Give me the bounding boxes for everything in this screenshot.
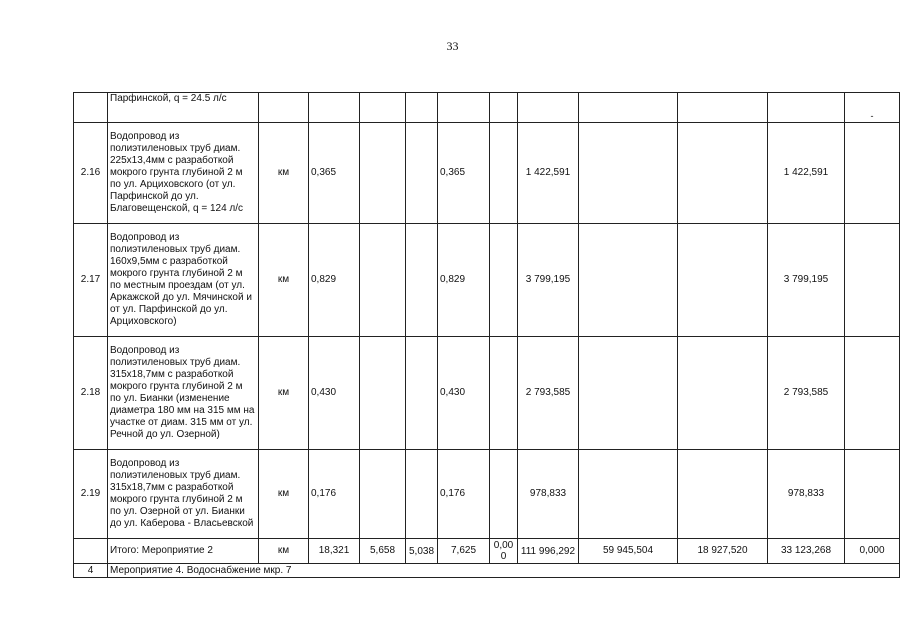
row-col-10 [845,337,900,450]
row-unit: км [259,224,309,337]
table-row [74,123,900,224]
row-cost-total [518,93,579,123]
row-col-5 [490,123,518,224]
row-description: Парфинской, q = 24.5 л/с [108,93,259,123]
section-title: Мероприятие 4. Водоснабжение мкр. 7 [108,564,900,578]
estimate-table [73,92,900,578]
row-col-4: 0,365 [438,123,490,224]
totals-label: Итого: Мероприятие 2 [108,539,259,564]
row-col-9: 978,833 [768,450,845,539]
row-col-3 [406,93,438,123]
row-cost-total: 978,833 [518,450,579,539]
row-col-10 [845,450,900,539]
row-unit [259,93,309,123]
row-description: Водопровод из полиэтиленовых труб диам. 225х13,4мм с разработкой мокрого грунта глубиной 2 м по ул. Арциховского (от ул. Парфинской до ул. Благовещенской, q = 124 л/с [108,123,259,224]
row-description: Водопровод из полиэтиленовых труб диам. 315х18,7мм с разработкой мокрого грунта глубиной 2 м по ул. Озерной от ул. Бианки до ул. Каберова - Власьевской [108,450,259,539]
row-col-7 [579,93,678,123]
total-col-5: 0,000 [490,539,518,564]
row-number [74,93,108,123]
row-col-4 [438,93,490,123]
row-unit: км [259,337,309,450]
row-description: Водопровод из полиэтиленовых труб диам. 315х18,7мм с разработкой мокрого грунта глубиной 2 м по ул. Бианки (изменение диаметра 180 мм на 315 мм на участке от диам. 315 мм от ул. Речной до ул. Озерной) [108,337,259,450]
total-col-4: 7,625 [438,539,490,564]
row-col-7 [579,337,678,450]
page-number: 33 [446,39,459,53]
row-col-3 [406,224,438,337]
row-col-7 [579,224,678,337]
row-length-total: 0,829 [309,224,360,337]
dash-mark: - [870,111,874,121]
row-col-5 [490,450,518,539]
row-col-3 [406,450,438,539]
row-col-10 [845,224,900,337]
total-col-8: 18 927,520 [678,539,768,564]
row-col-7 [579,123,678,224]
row-col-9 [768,93,845,123]
row-col-5 [490,224,518,337]
row-col-2 [360,123,406,224]
row-number [74,539,108,564]
row-cost-total: 2 793,585 [518,337,579,450]
row-col-4: 0,430 [438,337,490,450]
total-col-2: 5,658 [360,539,406,564]
row-col-5 [490,93,518,123]
row-number: 2.19 [74,450,108,539]
row-col-3 [406,337,438,450]
total-col-9: 33 123,268 [768,539,845,564]
row-col-9: 3 799,195 [768,224,845,337]
row-unit: км [259,450,309,539]
total-col-7: 59 945,504 [579,539,678,564]
row-cost-total: 3 799,195 [518,224,579,337]
section-number: 4 [74,564,108,578]
row-col-10 [845,93,900,123]
total-cost: 111 996,292 [518,539,579,564]
table-row [74,224,900,337]
row-col-2 [360,450,406,539]
row-col-8 [678,337,768,450]
row-col-5 [490,337,518,450]
row-col-3 [406,123,438,224]
totals-row [74,539,900,564]
row-description: Водопровод из полиэтиленовых труб диам. 160х9,5мм с разработкой мокрого грунта глубиной 2 м по местным проездам (от ул. Аркажской до ул. Мячинской и от ул. Парфинской до ул. Арциховского) [108,224,259,337]
section-row [74,564,900,578]
row-col-4: 0,176 [438,450,490,539]
row-cost-total: 1 422,591 [518,123,579,224]
row-number: 2.16 [74,123,108,224]
row-col-2 [360,337,406,450]
row-col-8 [678,450,768,539]
row-col-10 [845,123,900,224]
row-col-8 [678,123,768,224]
row-col-9: 2 793,585 [768,337,845,450]
table-row [74,450,900,539]
total-col-10: 0,000 [845,539,900,564]
row-length-total [309,93,360,123]
row-number: 2.18 [74,337,108,450]
row-length-total: 0,176 [309,450,360,539]
row-col-4: 0,829 [438,224,490,337]
row-unit: км [259,539,309,564]
row-col-8 [678,224,768,337]
row-unit: км [259,123,309,224]
row-col-2 [360,93,406,123]
total-col-3: 5,038 [406,539,438,564]
row-number: 2.17 [74,224,108,337]
row-length-total: 0,365 [309,123,360,224]
row-col-8 [678,93,768,123]
row-col-9: 1 422,591 [768,123,845,224]
row-col-7 [579,450,678,539]
row-length-total: 0,430 [309,337,360,450]
row-col-2 [360,224,406,337]
total-length: 18,321 [309,539,360,564]
table-row [74,337,900,450]
table-row [74,93,900,123]
